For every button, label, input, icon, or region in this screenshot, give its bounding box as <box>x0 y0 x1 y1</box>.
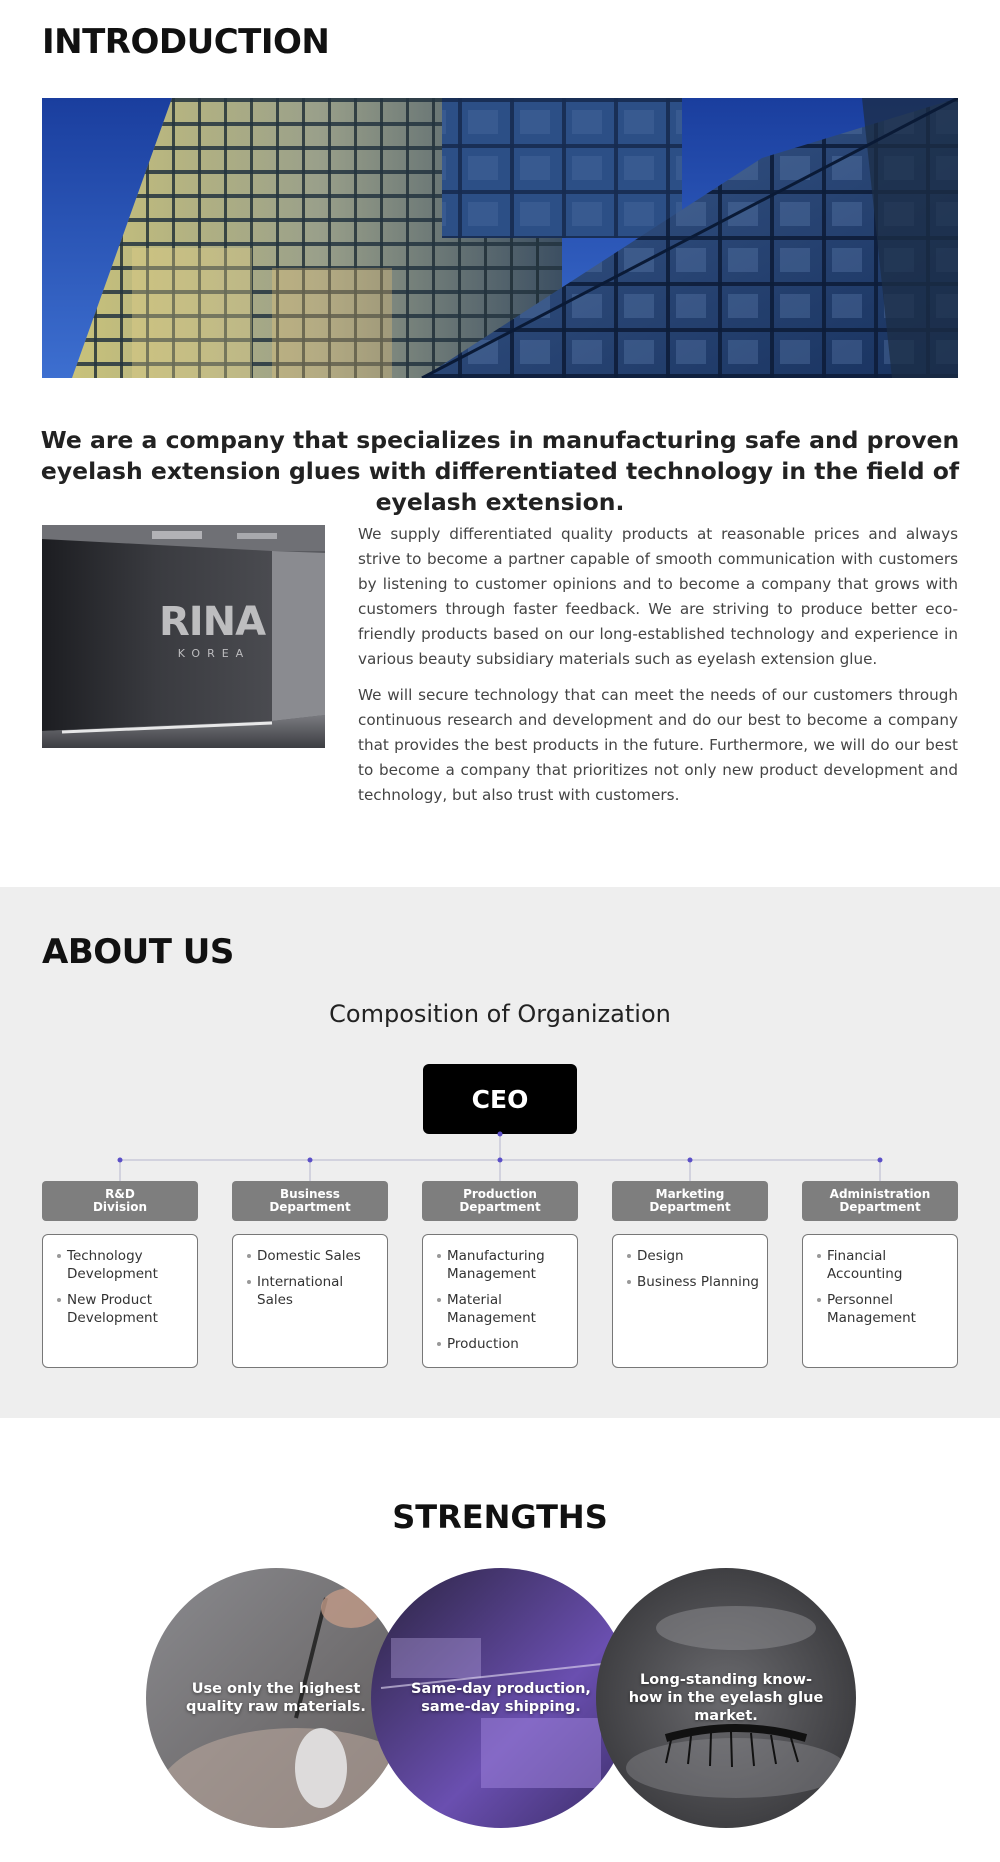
strength-know-how-text: Long-standing know-how in the eyelash glue market. <box>628 1672 824 1724</box>
dept-connectors <box>118 1158 883 1182</box>
org-chart-connectors <box>0 1128 1000 1188</box>
strength-know-how <box>596 1568 856 1828</box>
org-chart-title: Composition of Organization <box>329 1000 671 1028</box>
list-item: Technology Development <box>57 1247 189 1283</box>
dept-administration-box <box>802 1234 958 1368</box>
list-item: Domestic Sales <box>247 1247 379 1265</box>
dept-rnd-header <box>42 1181 198 1221</box>
dept-marketing-name: Marketing Department <box>649 1186 731 1214</box>
dept-business-header <box>232 1181 388 1221</box>
introduction-title: INTRODUCTION <box>42 22 330 62</box>
building-hero-image <box>42 98 958 378</box>
list-item: Production <box>437 1335 569 1353</box>
strength-raw-materials-text: Use only the highest quality raw materials. <box>186 1681 366 1715</box>
dept-marketing-header <box>612 1181 768 1221</box>
dept-rnd-box <box>42 1234 198 1368</box>
list-item: Personnel Management <box>817 1291 949 1327</box>
dept-production-box <box>422 1234 578 1368</box>
strengths-circles <box>146 1568 856 1828</box>
intro-paragraphs <box>358 522 958 819</box>
intro-paragraph-2: We will secure technology that can meet the needs of our customers through continuous research and development and do our best to become a company that provides the best products in the future. Furthermore, we will do our best to become a company that prioritizes not only new product development and technology, but also trust with customers. <box>358 686 958 804</box>
strengths-title: STRENGTHS <box>392 1498 608 1536</box>
company-tagline: We are a company that specializes in manufacturing safe and proven eyelash extension glues with differentiated technology in the field of eyelash extension. <box>40 426 960 516</box>
list-item: International Sales <box>247 1273 379 1309</box>
strength-same-day <box>371 1568 631 1828</box>
dept-administration-header <box>802 1181 958 1221</box>
dept-production-header <box>422 1181 578 1221</box>
dept-marketing-box <box>612 1234 768 1368</box>
office-sign-image <box>42 525 325 748</box>
dept-rnd-name: R&D Division <box>92 1186 148 1214</box>
ceo-box: CEO <box>423 1064 577 1134</box>
strength-same-day-text: Same-day production, same-day shipping. <box>411 1681 591 1715</box>
list-item: Design <box>627 1247 759 1265</box>
dept-business-name: Business Department <box>269 1186 351 1214</box>
dept-business-box <box>232 1234 388 1368</box>
list-item: Manufacturing Management <box>437 1247 569 1283</box>
list-item: New Product Development <box>57 1291 189 1327</box>
list-item: Financial Accounting <box>817 1247 949 1283</box>
about-title: ABOUT US <box>42 932 234 972</box>
dept-production-name: Production Department <box>459 1186 541 1214</box>
list-item: Business Planning <box>627 1273 759 1291</box>
office-sign-sub: KOREA <box>177 647 251 660</box>
strength-raw-materials <box>146 1568 406 1828</box>
intro-paragraph-1: We supply differentiated quality products at reasonable prices and always strive to become a partner capable of smooth communication with customers by listening to customer opinions and to become a company that grows with customers through faster feedback. We are striving to produce better eco-friendly products based on our long-established technology and experience in various beauty subsidiary materials such as eyelash extension glue. <box>358 525 958 668</box>
ceo-dot <box>498 1132 503 1137</box>
office-sign-brand: RINA <box>158 599 266 645</box>
list-item: Material Management <box>437 1291 569 1327</box>
dept-administration-name: Administration Department <box>829 1186 931 1214</box>
